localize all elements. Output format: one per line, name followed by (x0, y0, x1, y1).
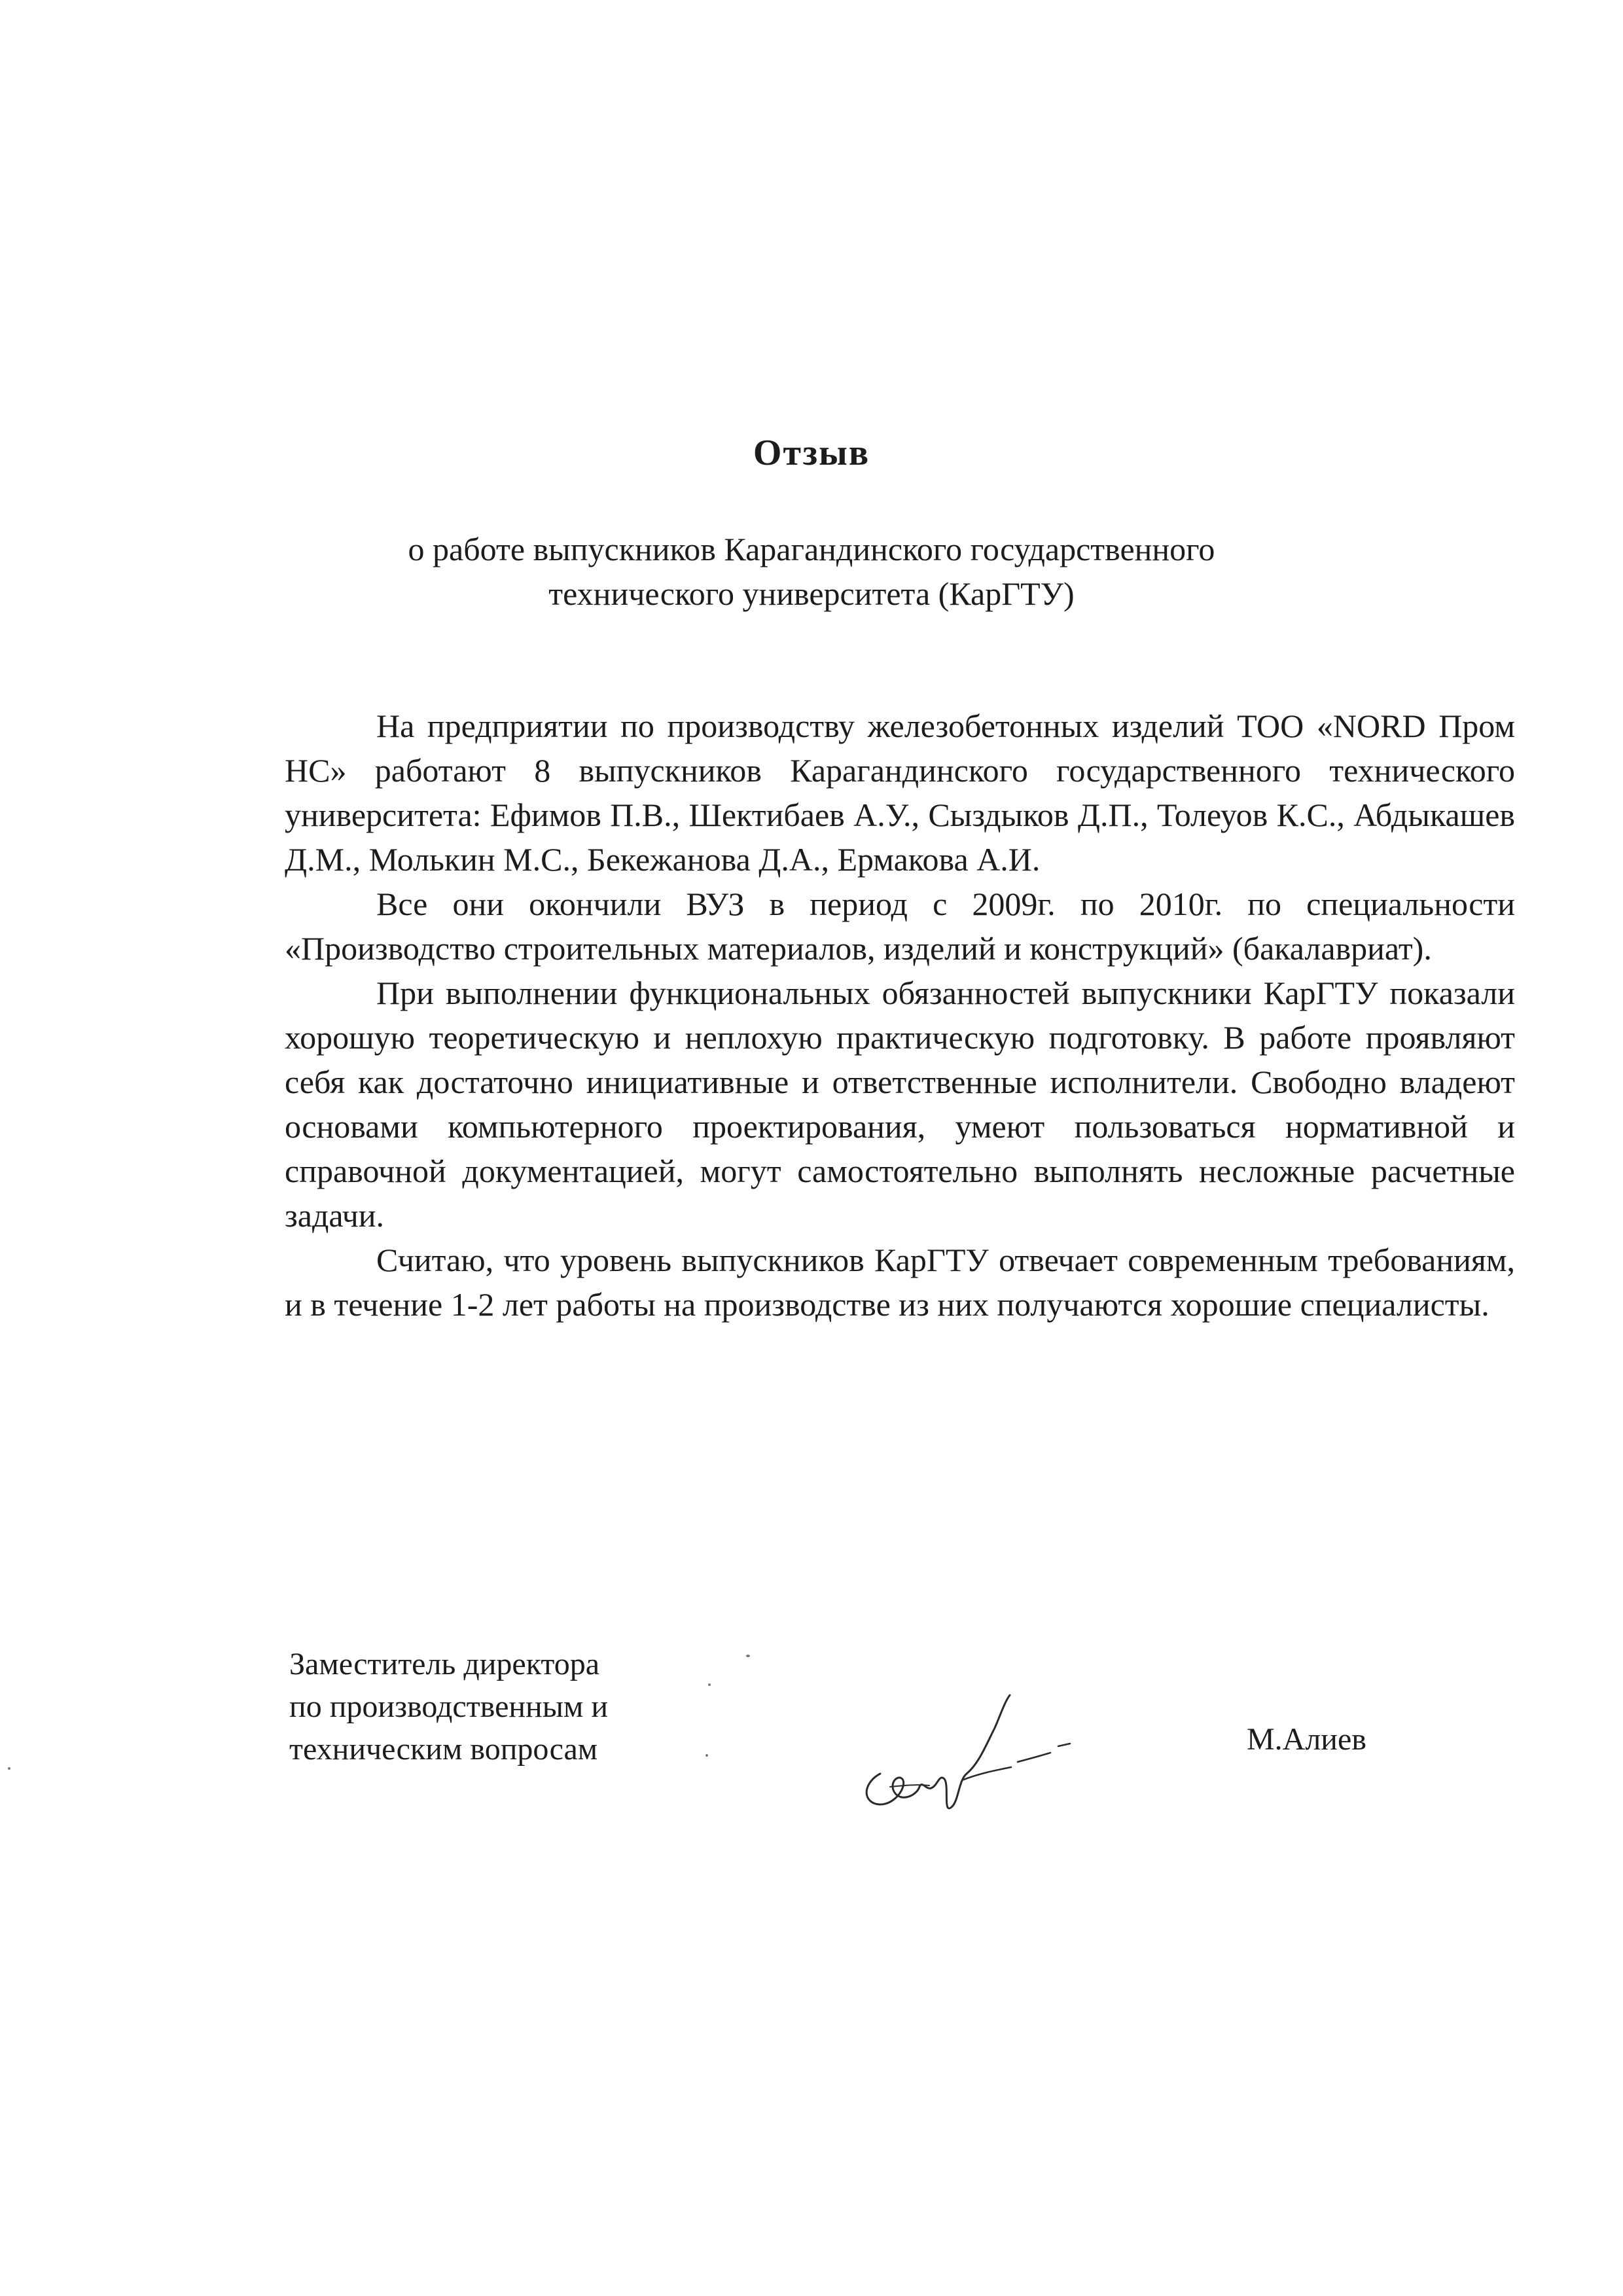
body-paragraph: Считаю, что уровень выпускников КарГТУ отвечает современным требованиям, и в течение 1-2 лет работы на производстве из них получаются хорошие специалисты. (285, 1242, 1515, 1323)
handwritten-signature (854, 1676, 1090, 1826)
body-paragraph: При выполнении функциональных обязанностей выпускники КарГТУ показали хорошую теоретическую и неплохую практическую подготовку. В работе проявляют себя как достаточно инициативные и ответственные исполнители. Свободно владеют основами компьютерного проектирования, умеют пользоваться нормативной и справочной документацией, могут самостоятельно выполнять несложные расчетные задачи. (285, 975, 1515, 1234)
subtitle-line: о работе выпускников Карагандинского государственного (408, 531, 1215, 567)
body-paragraph: Все они окончили ВУЗ в период с 2009г. по 2010г. по специальности «Производство строительных материалов, изделий и конструкций» (бакалавриат). (285, 886, 1515, 967)
position-line: по производственным и (289, 1689, 609, 1724)
document-subtitle (0, 527, 1623, 616)
scan-speck (8, 1767, 10, 1770)
document-title: Отзыв (753, 433, 870, 473)
scan-speck (705, 1754, 708, 1757)
subtitle-line: технического университета (КарГТУ) (548, 575, 1075, 612)
letter-body (285, 704, 1515, 1327)
body-paragraph: На предприятии по производству железобетонных изделий ТОО «NORD Пром НС» работают 8 выпускников Карагандинского государственного технического университета: Ефимов П.В., Шектибаев А.У., Сыздыков Д.П., Толеуов К.С., Абдыкашев Д.М., Молькин М.С., Бекежанова Д.А., Ермакова А.И. (285, 708, 1515, 878)
position-line: техническим вопросам (289, 1732, 598, 1767)
scan-speck (746, 1655, 750, 1657)
signatory-position (289, 1643, 608, 1770)
scan-speck (708, 1683, 711, 1686)
signer-name: М.Алиев (1247, 1722, 1366, 1757)
position-line: Заместитель директора (289, 1647, 600, 1681)
